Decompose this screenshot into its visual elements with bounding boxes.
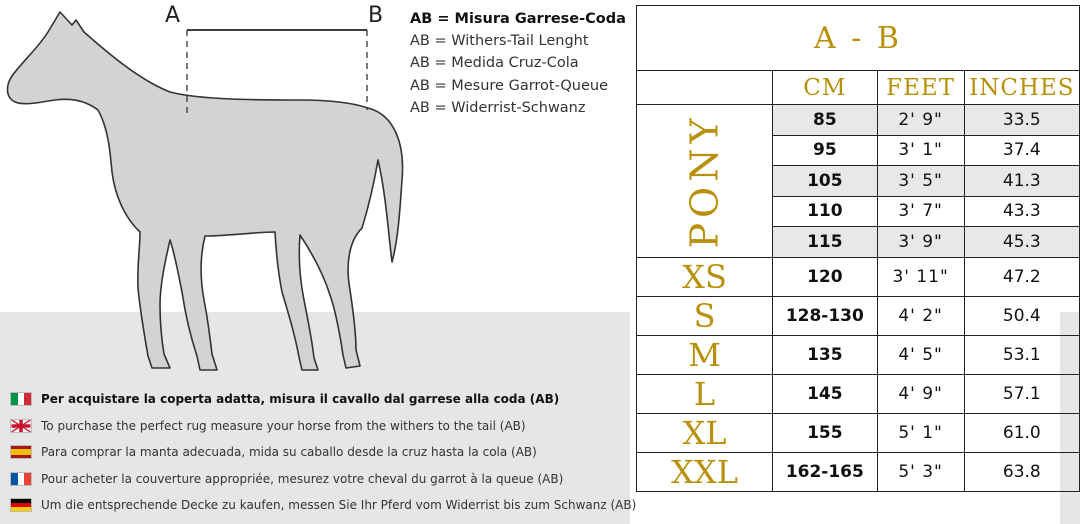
instruction-row <box>10 492 636 519</box>
table-row <box>637 374 1080 413</box>
cm-cell: 105 <box>773 166 878 197</box>
inches-cell: 47.2 <box>964 257 1079 296</box>
table-row <box>637 413 1080 452</box>
instructions-list <box>10 386 636 519</box>
germany-flag-icon <box>10 498 32 512</box>
table-row <box>637 257 1080 296</box>
instruction-row <box>10 413 636 440</box>
instruction-text: To purchase the perfect rug measure your horse from the withers to the tail (AB) <box>41 418 526 433</box>
cm-cell: 115 <box>773 227 878 258</box>
italy-flag-icon <box>10 392 32 406</box>
instruction-row <box>10 466 636 493</box>
cm-cell: 162-165 <box>773 452 878 491</box>
table-header-row <box>637 71 1080 105</box>
inches-cell: 53.1 <box>964 335 1079 374</box>
instruction-text: Um die entsprechende Decke zu kaufen, messen Sie Ihr Pferd vom Widerrist bis zum Schwanz (AB) <box>41 498 637 513</box>
feet-cell: 5' 3" <box>877 452 964 491</box>
feet-cell: 3' 11" <box>877 257 964 296</box>
inches-cell: 61.0 <box>964 413 1079 452</box>
marker-b: B <box>368 3 384 28</box>
cm-cell: 135 <box>773 335 878 374</box>
pony-label-text: PONY <box>682 113 727 249</box>
inches-cell: 50.4 <box>964 296 1079 335</box>
size-label: S <box>637 296 773 335</box>
table-title: A - B <box>637 6 1080 71</box>
inches-cell: 37.4 <box>964 135 1079 166</box>
feet-cell: 4' 5" <box>877 335 964 374</box>
cm-cell: 128-130 <box>773 296 878 335</box>
legend-line: AB = Misura Garrese-Coda <box>410 11 626 27</box>
size-label: L <box>637 374 773 413</box>
feet-cell: 4' 9" <box>877 374 964 413</box>
legend-line: AB = Medida Cruz-Cola <box>410 55 579 72</box>
horse-silhouette-icon <box>0 0 420 380</box>
inches-cell: 41.3 <box>964 166 1079 197</box>
instruction-text: Per acquistare la coperta adatta, misura il cavallo dal garrese alla coda (AB) <box>41 392 560 407</box>
size-table <box>636 5 1080 492</box>
table-title-row <box>637 6 1080 71</box>
cm-cell: 145 <box>773 374 878 413</box>
table-row <box>637 335 1080 374</box>
inches-cell: 43.3 <box>964 196 1079 227</box>
instruction-text: Para comprar la manta adecuada, mida su caballo desde la cruz hasta la cola (AB) <box>41 445 537 460</box>
instruction-text: Pour acheter la couverture appropriée, mesurez votre cheval du garrot à la queue (AB) <box>41 471 564 486</box>
size-label: M <box>637 335 773 374</box>
header-empty <box>637 71 773 105</box>
table-row <box>637 105 1080 136</box>
legend-line: AB = Withers-Tail Lenght <box>410 33 589 50</box>
inches-cell: 63.8 <box>964 452 1079 491</box>
cm-cell: 95 <box>773 135 878 166</box>
pony-size-label <box>637 105 773 258</box>
size-label: XS <box>637 257 773 296</box>
inches-cell: 57.1 <box>964 374 1079 413</box>
feet-cell: 2' 9" <box>877 105 964 136</box>
header-cm: CM <box>773 71 878 105</box>
size-label: XL <box>637 413 773 452</box>
inches-cell: 45.3 <box>964 227 1079 258</box>
spain-flag-icon <box>10 445 32 459</box>
instruction-row <box>10 439 636 466</box>
feet-cell: 4' 2" <box>877 296 964 335</box>
header-inches: INCHES <box>964 71 1079 105</box>
cm-cell: 120 <box>773 257 878 296</box>
uk-flag-icon <box>10 419 32 433</box>
inches-cell: 33.5 <box>964 105 1079 136</box>
france-flag-icon <box>10 472 32 486</box>
cm-cell: 85 <box>773 105 878 136</box>
feet-cell: 3' 9" <box>877 227 964 258</box>
table-row <box>637 452 1080 491</box>
legend-line: AB = Mesure Garrot-Queue <box>410 77 609 94</box>
instruction-row <box>10 386 636 413</box>
measurement-legend <box>410 8 626 119</box>
feet-cell: 3' 7" <box>877 196 964 227</box>
feet-cell: 3' 5" <box>877 166 964 197</box>
feet-cell: 5' 1" <box>877 413 964 452</box>
legend-line: AB = Widerrist-Schwanz <box>410 99 586 116</box>
size-label: XXL <box>637 452 773 491</box>
marker-a: A <box>165 3 181 28</box>
feet-cell: 3' 1" <box>877 135 964 166</box>
cm-cell: 110 <box>773 196 878 227</box>
table-row <box>637 296 1080 335</box>
header-feet: FEET <box>877 71 964 105</box>
cm-cell: 155 <box>773 413 878 452</box>
